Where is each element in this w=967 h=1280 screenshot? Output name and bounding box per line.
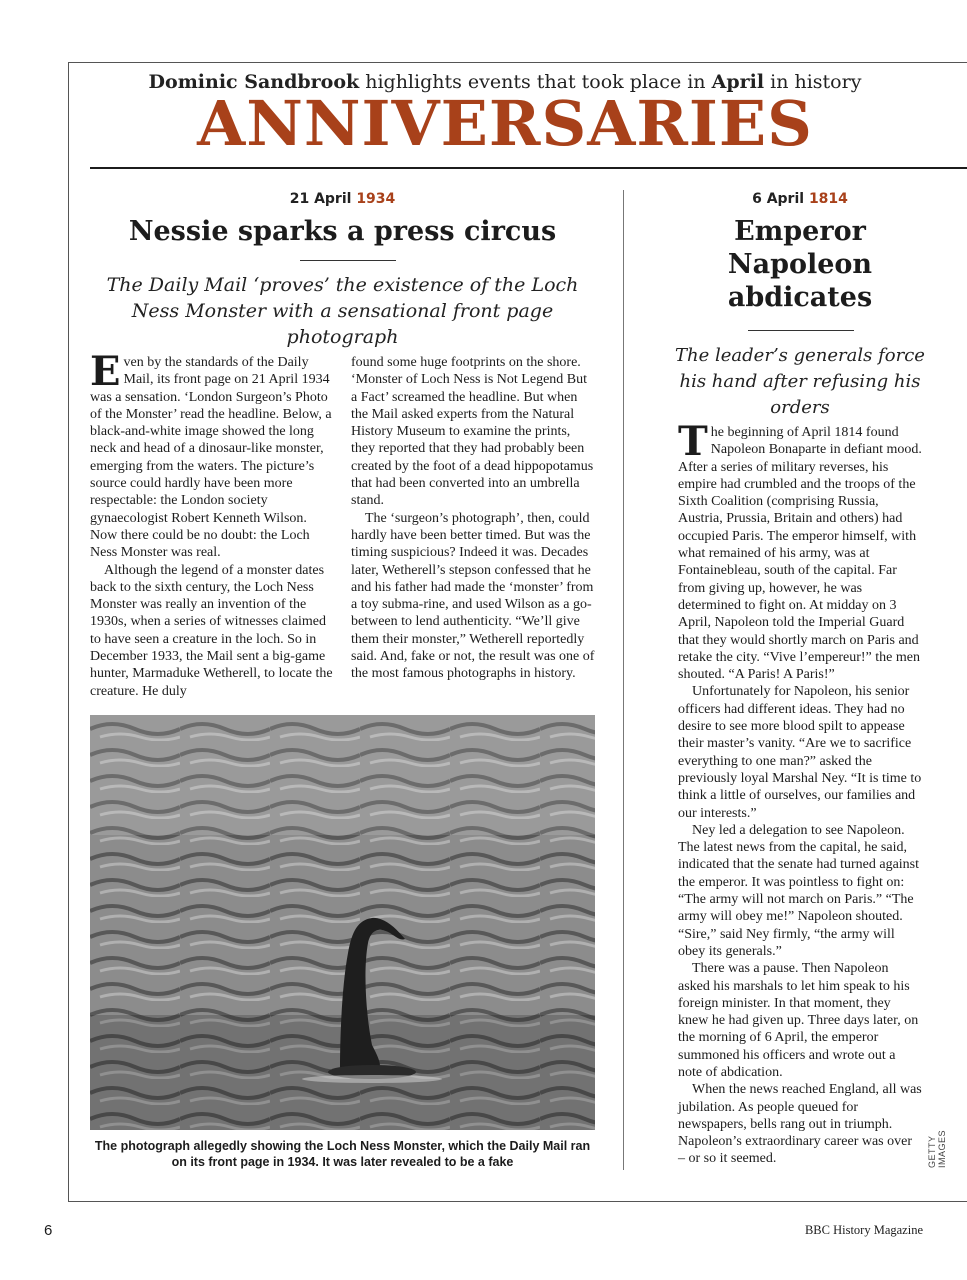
right-paragraph-5: When the news reached England, all was jubilation. As people queued for newspapers, bells rang out in triumph. Napoleon’s extraordinary career was over – or so it seemed. (678, 1082, 922, 1167)
left-article-date (90, 191, 595, 207)
column-divider (623, 190, 624, 1170)
photo-caption: The photograph allegedly showing the Loch Ness Monster, which the Daily Mail ran on its front page in 1934. It was later revealed to be a fake (94, 1139, 591, 1169)
left-headline: Nessie sparks a press circus (128, 216, 557, 247)
left-date-day: 21 April (289, 191, 352, 207)
right-headline-line-3: abdicates (727, 282, 873, 313)
right-headline-rule (748, 330, 854, 331)
page-number: 6 (44, 1222, 53, 1239)
right-paragraph-1 (678, 418, 922, 683)
left-paragraph-2: Although the legend of a monster dates back to the sixth century, the Loch Ness Monster was really an invention of the 1930s, when a series of witnesses claimed to have seen a creature in the loch. So in December 1933, the Mail sent a big-game hunter, Marmaduke Wetherell, to locate the creature. He duly (90, 562, 333, 699)
right-headline-line-1: Emperor (734, 216, 866, 247)
loch-ness-photo (90, 715, 595, 1130)
right-paragraph-1-text: he beginning of April 1814 found Napoleon Bonaparte in defiant mood. After a series of military reverses, his empire had crumbled and the troops of the Sixth Coalition (comprising Russia, Austria, Prussia, Britain and others) had occupied Paris. The emperor himself, with what remained of his army, was at Fontainebleau, south of the capital. Far from giving up, however, he was determined to fight on. At midday on 3 April, Napoleon told the Imperial Guard that they would shortly march on Paris and retake the city. “Vive l’empereur!” the men shouted. “A Paris! A Paris!” (678, 425, 922, 683)
left-date-year: 1934 (356, 191, 396, 207)
right-headline (650, 215, 950, 314)
right-paragraph-3: Ney led a delegation to see Napoleon. The latest news from the capital, he said, indicated that the senate had turned against the emperor. It was pointless to fight on: “The army will not march on Paris.” “The army will obey me!” Napoleon shouted. “Sire,” said Ney firmly, “the army will obey its generals.” (678, 822, 920, 959)
left-dropcap: E (90, 348, 121, 395)
left-headline-rule (300, 260, 396, 261)
masthead-divider (90, 167, 967, 169)
left-article-column-1 (90, 348, 335, 700)
left-paragraph-3: found some huge footprints on the shore. ‘Monster of Loch Ness is Not Legend But a Fact’ screamed the headline. But when the Mail asked experts from the Natural History Museum to examine the prints, they reported that they had probably been created by the foot of a dead hippopotamus that had been converted into an umbrella stand. (351, 355, 594, 509)
right-article-column (678, 418, 922, 1168)
loch-ness-monster-image (90, 715, 595, 1130)
photo-credit: GETTY IMAGES (927, 1129, 947, 1168)
kicker-month: April (711, 71, 765, 93)
right-paragraph-4: There was a pause. Then Napoleon asked his marshals to let him speak to his foreign minister. In that moment, they knew he had given up. Three days later, on the morning of 6 April, the emperor summoned his officers and wrote out a note of abdication. (678, 961, 919, 1080)
right-article-date (650, 191, 950, 207)
left-paragraph-1-text: ven by the standards of the Daily Mail, its front page on 21 April 1934 was a sensation. ‘London Surgeon’s Photo of the Monster’ read the headline. Below, a black-and-white image showed the long neck and head of a dinosaur-like monster, emerging from the waters. The picture’s source could hardly have been more respectable: the London society gynaecologist Robert Kenneth Wilson. Now there could be no doubt: the Loch Ness Monster was real. (90, 355, 332, 561)
section-title: ANNIVERSARIES (197, 87, 813, 160)
right-date-day: 6 April (752, 191, 805, 207)
left-paragraph-4: The ‘surgeon’s photograph’, then, could hardly have been better timed. But was the timing suspicious? Indeed it was. Decades later, Wetherell’s stepson confessed that he and his father had made the ‘monster’ from a toy subma-rine, and used Wilson as a go-between to lend authenticity. “We’ll give them their monster,” Wetherell reportedly said. And, fake or not, the result was one of the most famous photographs in history. (351, 510, 595, 682)
magazine-name: BBC History Magazine (804, 1223, 923, 1237)
right-headline-line-2: Napoleon (727, 249, 873, 280)
left-paragraph-1 (90, 348, 335, 562)
left-article-column-2 (351, 354, 596, 683)
kicker-text: highlights events that took place in (365, 71, 706, 93)
left-standfirst: The Daily Mail ‘proves’ the existence of the Loch Ness Monster with a sensational front page photograph (106, 274, 579, 348)
author-name: Dominic Sandbrook (148, 71, 360, 93)
right-paragraph-2: Unfortunately for Napoleon, his senior officers had different ideas. They had no desire to see more blood spilt to appease their master’s vanity. “Are we to sacrifice everything to one man?” asked the previously loyal Marshal Ney. “It is time to think a little of ourselves, our families and our interests.” (678, 684, 922, 821)
right-date-year: 1814 (808, 191, 848, 207)
right-dropcap: T (678, 418, 708, 465)
kicker-end: in history (770, 71, 862, 93)
right-standfirst: The leader’s generals force his hand after refusing his orders (675, 345, 925, 418)
